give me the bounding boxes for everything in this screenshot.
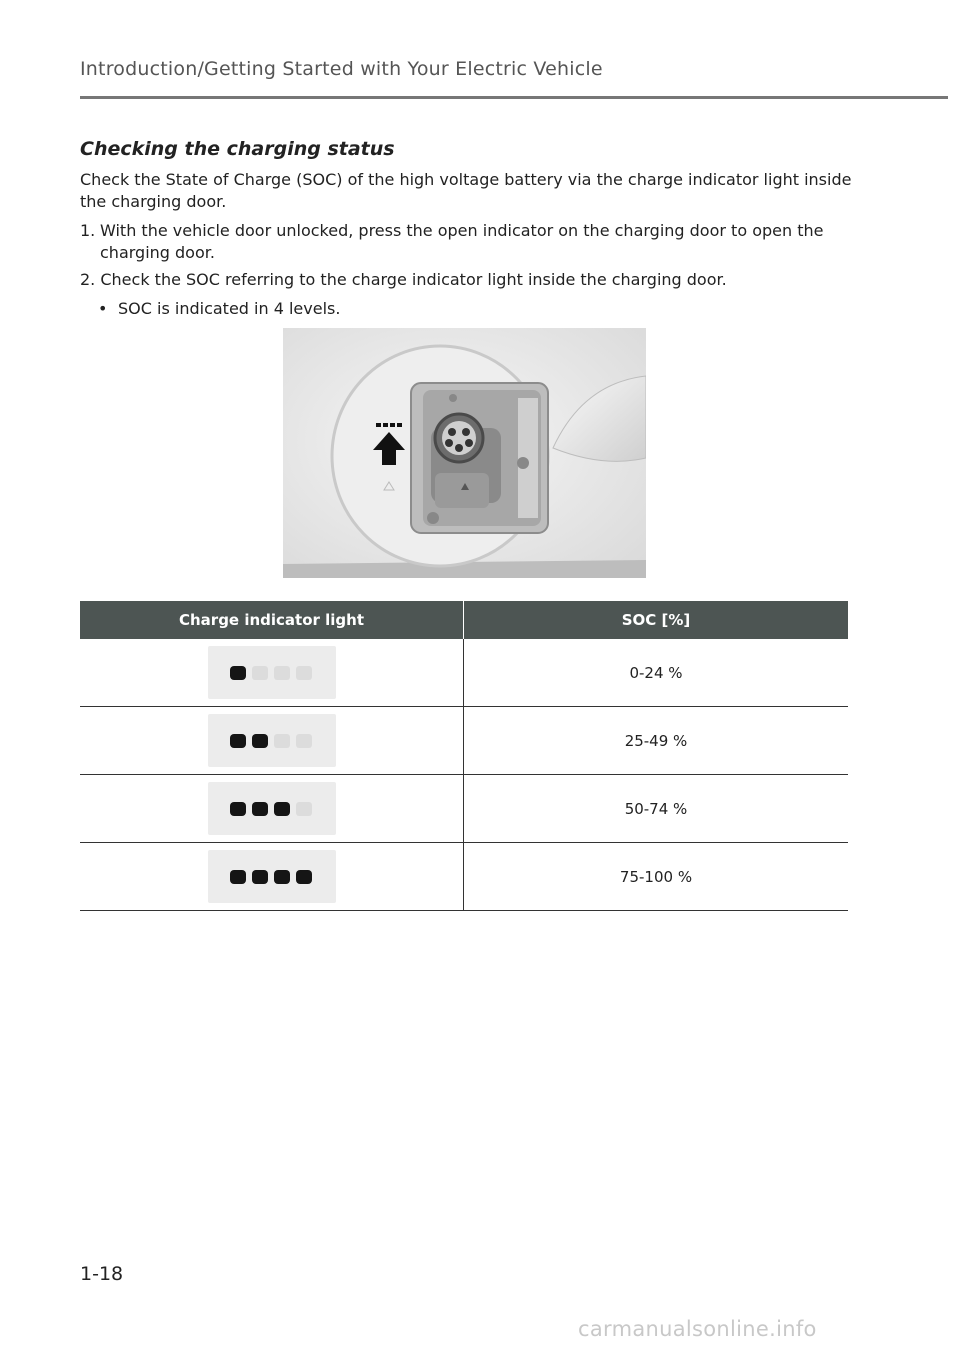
led-on: [230, 870, 246, 884]
step-number: 1.: [80, 221, 96, 240]
charge-indicator-light: [208, 714, 336, 767]
table-row: [80, 775, 848, 843]
charge-indicator-light: [208, 850, 336, 903]
led-on: [274, 802, 290, 816]
led-off: [296, 802, 312, 816]
step-text: With the vehicle door unlocked, press the open indicator on the charging door to open the charging door.: [100, 221, 824, 262]
watermark: carmanualsonline.info: [578, 1317, 817, 1341]
section-title: Checking the charging status: [80, 138, 395, 160]
intro-paragraph: Check the State of Charge (SOC) of the high voltage battery via the charge indicator light inside the charging door.: [80, 170, 852, 211]
led-on: [230, 666, 246, 680]
step-2: [80, 269, 860, 291]
table-row: [80, 639, 848, 707]
soc-value: 0-24 %: [464, 639, 849, 707]
indicator-cell: [80, 639, 464, 707]
led-on: [296, 870, 312, 884]
soc-value: 25-49 %: [464, 707, 849, 775]
table-row: [80, 707, 848, 775]
step-text: Check the SOC referring to the charge indicator light inside the charging door.: [100, 270, 727, 289]
charge-indicator-light: [208, 782, 336, 835]
header-title: Introduction/Getting Started with Your Electric Vehicle: [80, 58, 603, 80]
led-off: [252, 666, 268, 680]
led-on: [252, 734, 268, 748]
led-on: [230, 734, 246, 748]
led-off: [274, 734, 290, 748]
led-on: [230, 802, 246, 816]
led-off: [274, 666, 290, 680]
soc-value: 75-100 %: [464, 843, 849, 911]
bullet-text: SOC is indicated in 4 levels.: [118, 299, 341, 318]
led-on: [274, 870, 290, 884]
step-number: 2.: [80, 270, 96, 289]
indicator-cell: [80, 843, 464, 911]
bullet-symbol: •: [98, 299, 108, 318]
header-divider: [80, 96, 948, 99]
charge-indicator-light: [208, 646, 336, 699]
header-charge-indicator: Charge indicator light: [80, 601, 464, 639]
led-off: [296, 734, 312, 748]
header-soc: SOC [%]: [464, 601, 849, 639]
indicator-cell: [80, 775, 464, 843]
indicator-cell: [80, 707, 464, 775]
soc-value: 50-74 %: [464, 775, 849, 843]
charging-door-photo: [283, 328, 646, 578]
led-on: [252, 870, 268, 884]
led-off: [296, 666, 312, 680]
bullet-item: [98, 298, 340, 320]
page-number: 1-18: [80, 1263, 124, 1285]
table-row: [80, 843, 848, 911]
soc-table: [80, 601, 848, 911]
led-on: [252, 802, 268, 816]
